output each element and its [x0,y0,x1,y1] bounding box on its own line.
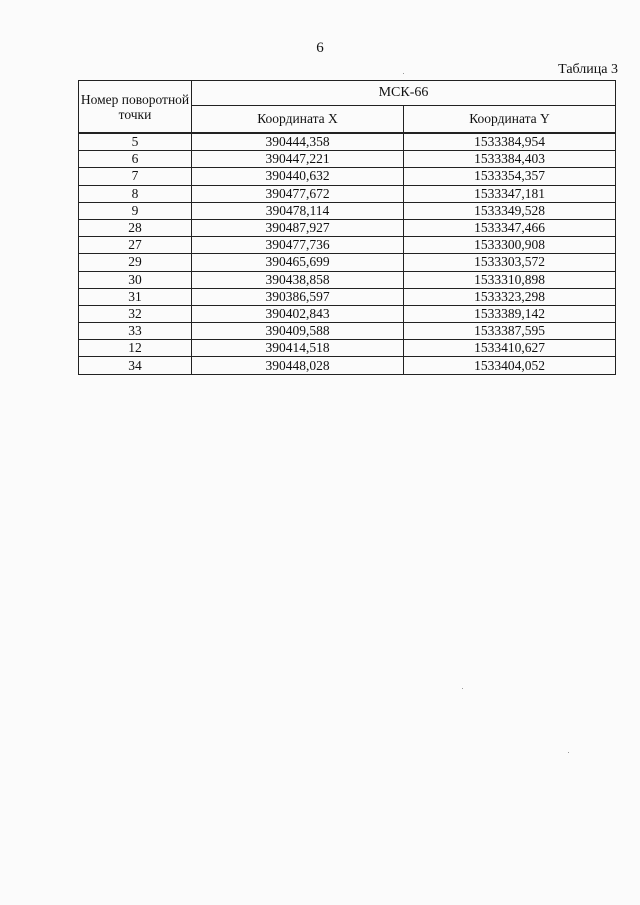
x-coordinate-cell: 390465,699 [192,254,404,271]
x-coordinate-cell: 390440,632 [192,168,404,185]
point-number-header: Номер поворотной точки [79,81,192,134]
x-coordinate-cell: 390414,518 [192,340,404,357]
y-coordinate-cell: 1533389,142 [404,305,616,322]
y-coordinate-cell: 1533347,181 [404,185,616,202]
table-body [79,133,616,374]
coordinates-table [78,80,616,375]
point-number-cell: 6 [79,151,192,168]
table-row [79,271,616,288]
y-coordinate-cell: 1533387,595 [404,323,616,340]
x-coordinate-cell: 390448,028 [192,357,404,374]
point-number-cell: 27 [79,237,192,254]
point-number-cell: 12 [79,340,192,357]
table-row [79,219,616,236]
scan-speck [462,688,463,689]
table-row [79,357,616,374]
table-row [79,168,616,185]
table-row [79,133,616,151]
x-coordinate-cell: 390402,843 [192,305,404,322]
x-coordinate-cell: 390409,588 [192,323,404,340]
y-coordinate-cell: 1533354,357 [404,168,616,185]
x-coordinate-cell: 390386,597 [192,288,404,305]
y-coordinate-cell: 1533349,528 [404,202,616,219]
y-coordinate-header: Координата Y [404,106,616,134]
table-row [79,151,616,168]
point-number-cell: 31 [79,288,192,305]
y-coordinate-cell: 1533410,627 [404,340,616,357]
point-number-cell: 30 [79,271,192,288]
y-coordinate-cell: 1533384,954 [404,133,616,151]
x-coordinate-cell: 390447,221 [192,151,404,168]
table-row [79,237,616,254]
x-coordinate-cell: 390438,858 [192,271,404,288]
table-row [79,288,616,305]
point-number-cell: 8 [79,185,192,202]
point-number-cell: 7 [79,168,192,185]
y-coordinate-cell: 1533303,572 [404,254,616,271]
scan-speck [403,73,404,74]
page-number: 6 [316,40,324,56]
y-coordinate-cell: 1533384,403 [404,151,616,168]
y-coordinate-cell: 1533323,298 [404,288,616,305]
coordinate-system-header: МСК-66 [192,81,616,106]
x-coordinate-cell: 390444,358 [192,133,404,151]
y-coordinate-cell: 1533347,466 [404,219,616,236]
table-caption: Таблица 3 [558,62,618,77]
x-coordinate-cell: 390477,736 [192,237,404,254]
point-number-cell: 9 [79,202,192,219]
point-number-cell: 5 [79,133,192,151]
table-row [79,254,616,271]
point-number-cell: 29 [79,254,192,271]
y-coordinate-cell: 1533310,898 [404,271,616,288]
table-row [79,202,616,219]
x-coordinate-cell: 390478,114 [192,202,404,219]
x-coordinate-header: Координата X [192,106,404,134]
point-number-cell: 34 [79,357,192,374]
point-number-cell: 28 [79,219,192,236]
x-coordinate-cell: 390477,672 [192,185,404,202]
point-number-cell: 33 [79,323,192,340]
table-row [79,305,616,322]
table-row [79,340,616,357]
table-row [79,185,616,202]
y-coordinate-cell: 1533404,052 [404,357,616,374]
scan-speck [568,752,569,753]
point-number-cell: 32 [79,305,192,322]
y-coordinate-cell: 1533300,908 [404,237,616,254]
table-row [79,323,616,340]
x-coordinate-cell: 390487,927 [192,219,404,236]
